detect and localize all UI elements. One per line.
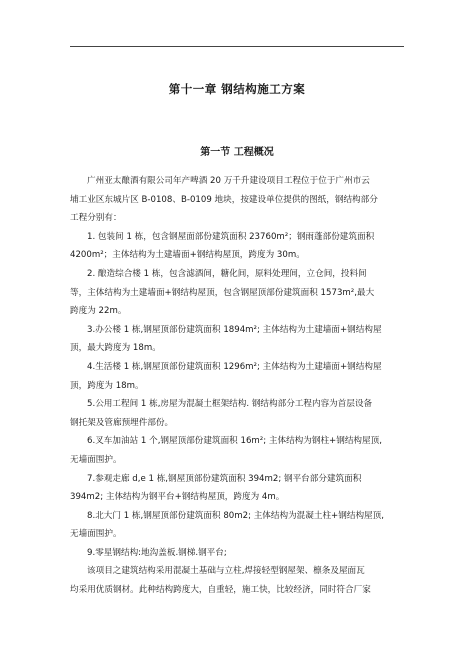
item-paragraph: 7.参观走廊 d,e 1 栋,钢屋顶部份建筑面积 394m2; 钢平台部分建筑面积 394m2; 主体结构为钢平台+钢结构屋顶，跨度为 4m。: [70, 473, 362, 503]
item-paragraph: 6.叉车加油站 1 个,钢屋顶部份建筑面积 16m²; 主体结构为钢柱+钢结构屋顶, 无墙面围护。: [70, 436, 382, 465]
chapter-title: 第十一章 钢结构施工方案: [168, 82, 306, 96]
summary-paragraph: 该项目之建筑结构采用混凝土基础与立柱,焊接轻型钢屋架、檩条及屋面瓦 均采用优质钢材。此种结构跨度大，自重轻，施工快，比较经济，同时符合厂家: [70, 566, 371, 596]
item-paragraph: 1. 包装间 1 栋，包含钢屋面部份建筑面积 23760m²；钢雨蓬部份建筑面积 4200m²；主体结构为土建墙面+钢结构屋顶，跨度为 30m。: [70, 231, 375, 261]
section-title: 第一节 工程概况: [200, 147, 274, 158]
intro-paragraph: 广州亚太酿酒有限公司年产啤酒 20 万千升建设项目工程位于位于广州市云 埔工业区东城片区 B-0108、B-0109 地块，按建设单位提供的图纸，钢结构部分 工程分别有：: [70, 176, 378, 224]
item-paragraph: 8.北大门 1 栋,钢屋顶部份建筑面积 80m2; 主体结构为混凝土柱+钢结构屋顶, 无墙面围护。: [70, 510, 384, 540]
body-text: [70, 172, 404, 600]
item-paragraph: 5.公用工程间 1 栋,房屋为混凝土框架结构. 钢结构部分工程内容为首层设备 钢托架及管廊预埋件部份。: [70, 399, 373, 428]
item-paragraph: 2. 酿造综合楼 1 栋，包含滤酒间，糖化间，原料处理间，立仓间，投料间 等，主体结构为土建墙面+钢结构屋顶，包含钢屋顶部份建筑面积 1573m²,最大 跨度为 22m。: [70, 268, 375, 317]
item-paragraph: 9.零星钢结构:地沟盖板.钢梯.钢平台;: [87, 547, 227, 558]
header-rule: [70, 46, 404, 47]
item-paragraph: 4.生活楼 1 栋,钢屋顶部份建筑面积 1296m²; 主体结构为土建墙面+钢结构屋 顶，跨度为 18m。: [70, 361, 382, 391]
item-paragraph: 3.办公楼 1 栋,钢屋顶部份建筑面积 1894m²; 主体结构为土建墙面+钢结构屋 顶，最大跨度为 18m。: [70, 324, 382, 354]
